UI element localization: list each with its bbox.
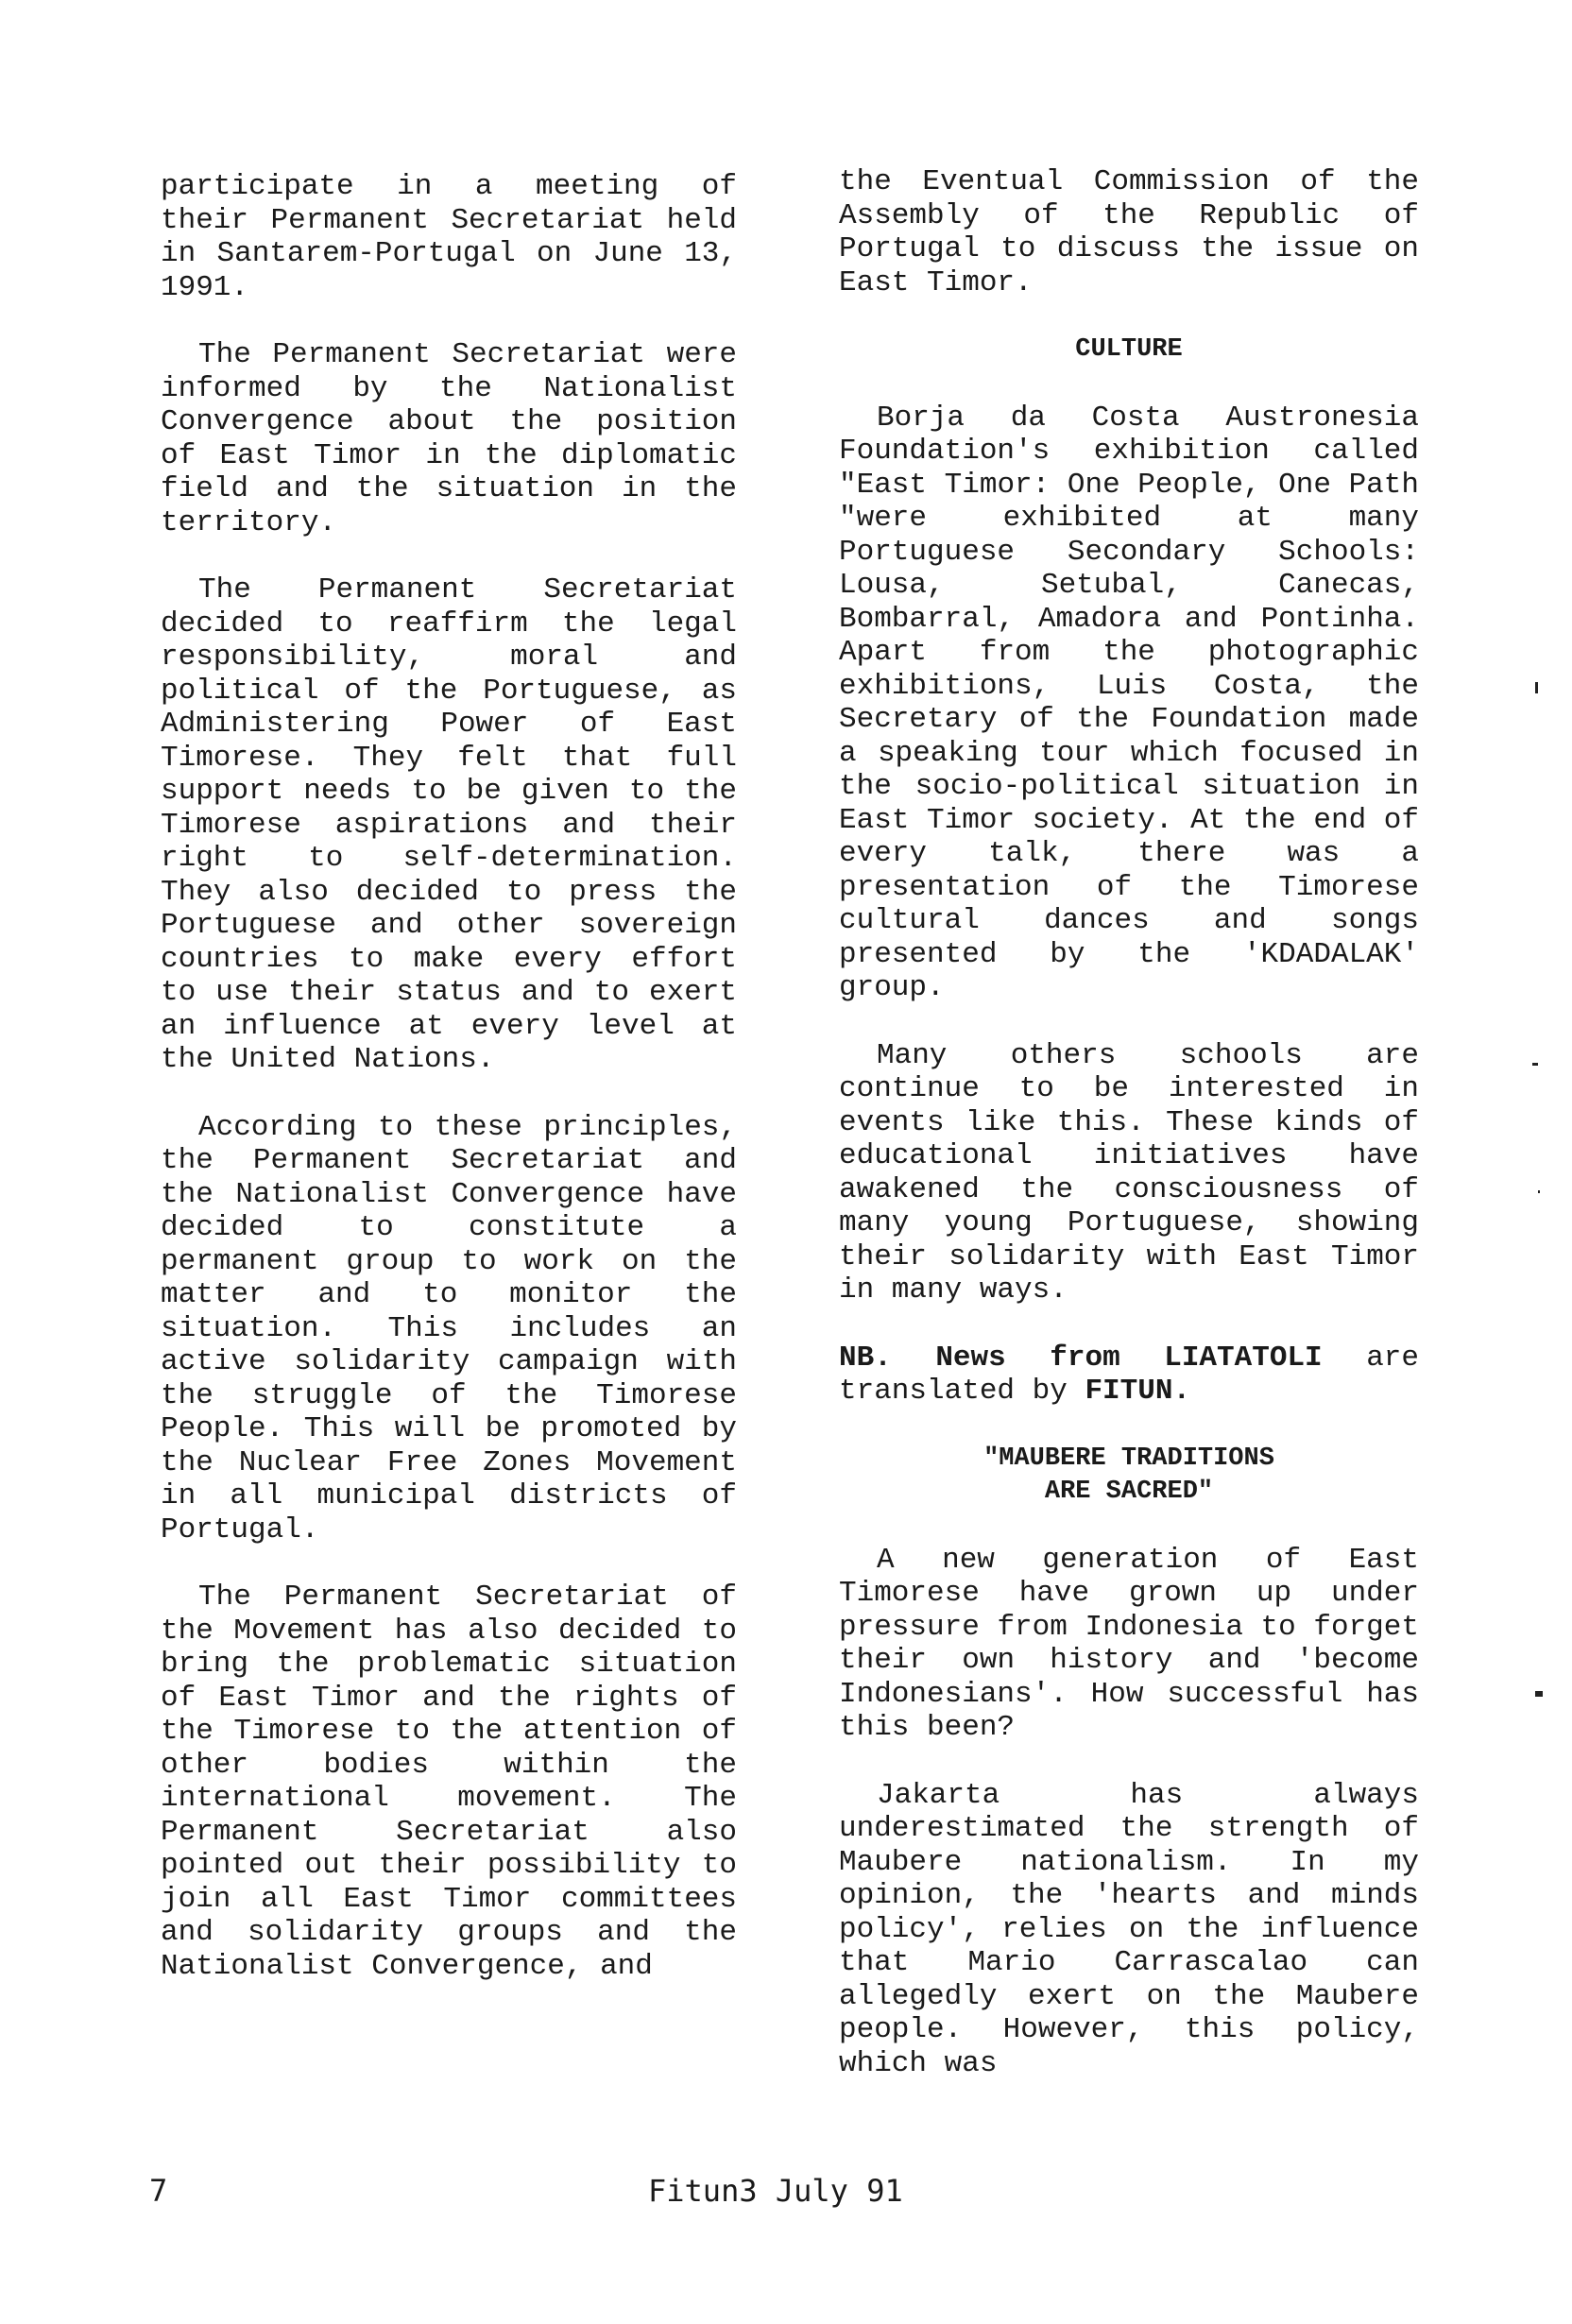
section-heading-culture: CULTURE [1075,335,1183,364]
paragraph: The Permanent Secretariat decided to reaffirm the legal responsibility, moral and political of the Portuguese, as Administering Power of East Timorese. They felt that full support needs to be given to the Timorese aspirations and their right to self-determination. They also decided to press the Portuguese and other sovereign countries to make every effort to use their status and to exert an influence at every level at the United Nations. [161,573,737,1076]
left-column [161,170,737,2017]
scan-speck [1535,1691,1543,1697]
scan-speck [1532,1063,1538,1066]
nb-translator: FITUN. [1085,1375,1191,1408]
right-column [839,165,1419,2114]
paragraph: the Eventual Commission of the Assembly of the Republic of Portugal to discuss the issue on East Timor. [839,165,1419,299]
scan-speck [1535,682,1538,693]
paragraph: Jakarta has always underestimated the strength of Maubere nationalism. In my opinion, the 'hearts and minds policy', relies on the influence that Mario Carrascalao can allegedly exert on the Maubere people. However, this policy, which was [839,1778,1419,2080]
paragraph: According to these principles, the Permanent Secretariat and the Nationalist Convergence have decided to constitute a permanent group to work on the matter and to monitor the situation. This includes an active solidarity campaign with the struggle of the Timorese People. This will be promoted by the Nuclear Free Zones Movement in all municipal districts of Portugal. [161,1110,737,1546]
paragraph: participate in a meeting of their Permanent Secretariat held in Santarem-Portugal on June 13, 1991. [161,170,737,304]
section-heading-traditions [839,1443,1419,1510]
nb-source: LIATATOLI [1164,1341,1323,1375]
heading-line: ARE SACRED" [1044,1478,1214,1506]
heading-line: "MAUBERE TRADITIONS [983,1444,1274,1473]
nb-prefix: NB. News from [839,1341,1120,1375]
paragraph: The Permanent Secretariat of the Movement has also decided to bring the problematic situation of East Timor and the rights of the Timorese to the attention of other bodies within the international movement. The Permanent Secretariat also pointed out their possibility to join all East Timor committees and solidarity groups and the Nationalist Convergence, and [161,1581,737,1983]
paragraph: The Permanent Secretariat were informed by the Nationalist Convergence about the position of East Timor in the diplomatic field and the situation in the territory. [161,338,737,539]
scan-speck [1538,1190,1540,1193]
paragraph: A new generation of East Timorese have grown up under pressure from Indonesia to forget their own history and 'become Indonesians'. How successful has this been? [839,1543,1419,1744]
nb-middle: are translated by [839,1341,1419,1408]
paragraph: Borja da Costa Austronesia Foundation's exhibition called "East Timor: One People, One Path "were exhibited at many Portuguese Secondary Schools: Lousa, Setubal, Canecas, Bombarral, Amadora and Pontinha. Apart from the photographic exhibitions, Luis Costa, the Secretary of the Foundation made a speaking tour which focused in the socio-political situation in East Timor society. At the end of every talk, there was a presentation of the Timorese cultural dances and songs presented by the 'KDADALAK' group. [839,401,1419,1004]
publication-footer: Fitun3 July 91 [648,2173,903,2209]
paragraph: Many others schools are continue to be interested in events like this. These kinds of educational initiatives have awakened the consciousness of many young Portuguese, showing their solidarity with East Timor in many ways. [839,1038,1419,1307]
nb-note [839,1341,1419,1409]
page-number: 7 [149,2173,168,2209]
